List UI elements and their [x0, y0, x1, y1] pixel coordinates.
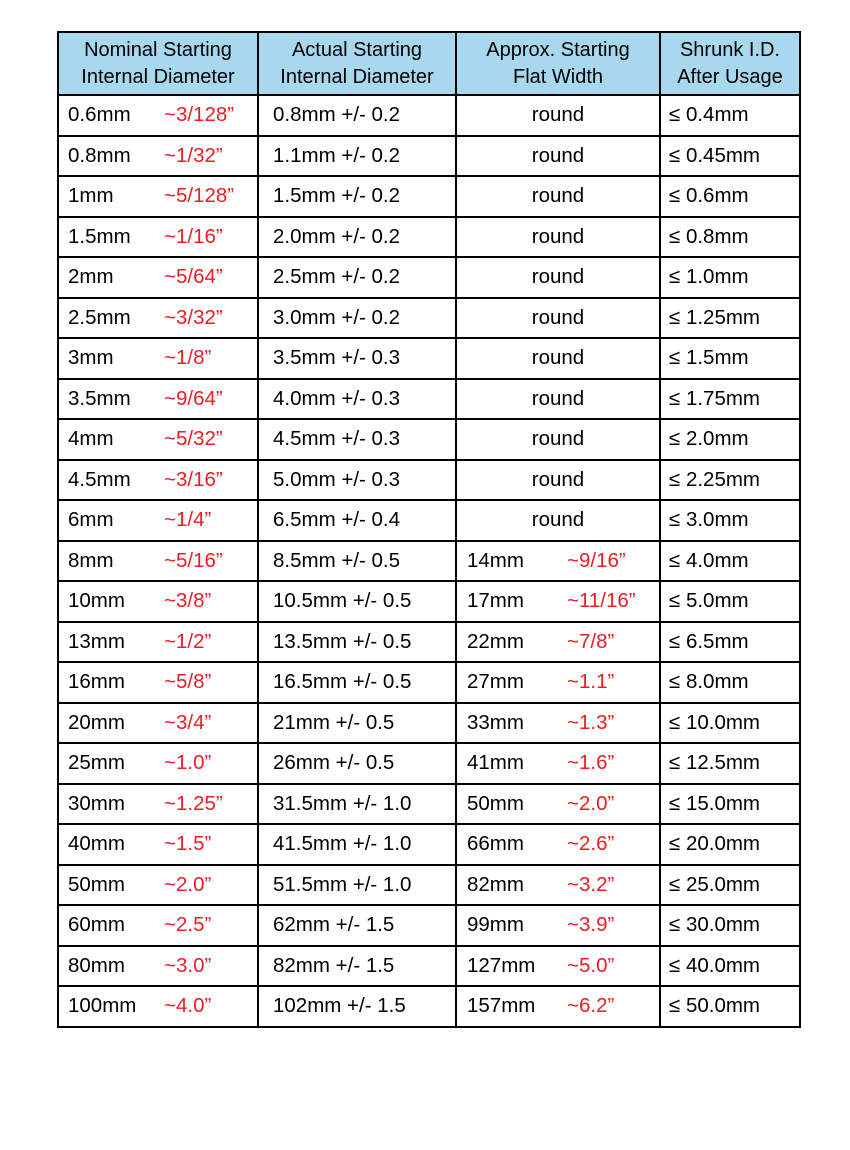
nominal-id-inch: ~2.5”	[164, 913, 212, 937]
shrunk-id-cell: ≤ 12.5mm	[660, 743, 800, 784]
shrunk-id-cell: ≤ 1.0mm	[660, 257, 800, 298]
nominal-id-mm: 20mm	[68, 710, 125, 734]
nominal-id-mm: 0.6mm	[68, 103, 131, 127]
table-row	[58, 217, 800, 258]
nominal-id-mm: 60mm	[68, 913, 125, 937]
nominal-id-inch: ~1.25”	[164, 791, 223, 815]
header-line: Actual Starting	[291, 38, 423, 61]
shrunk-id-cell: ≤ 3.0mm	[660, 500, 800, 541]
flat-width-cell: round	[456, 257, 660, 298]
nominal-id-cell	[58, 824, 258, 865]
nominal-id-cell	[58, 905, 258, 946]
table-row	[58, 298, 800, 339]
flat-width-cell: round	[456, 379, 660, 420]
nominal-id-inch: ~1/4”	[164, 508, 212, 532]
table-row	[58, 460, 800, 501]
flat-width-cell: round	[456, 95, 660, 136]
flat-width-cell: round	[456, 500, 660, 541]
nominal-id-inch: ~2.0”	[164, 872, 212, 896]
header-line: Shrunk I.D.	[679, 38, 781, 61]
shrunk-id-cell: ≤ 1.25mm	[660, 298, 800, 339]
nominal-id-cell	[58, 622, 258, 663]
flat-width-inch: ~1.6”	[567, 751, 615, 775]
nominal-id-cell	[58, 379, 258, 420]
nominal-id-cell	[58, 136, 258, 177]
header-row	[58, 32, 800, 95]
flat-width-inch: ~9/16”	[567, 548, 626, 572]
table-row	[58, 784, 800, 825]
actual-id-cell: 16.5mm +/- 0.5	[258, 662, 456, 703]
flat-width-cell: round	[456, 419, 660, 460]
actual-id-cell: 62mm +/- 1.5	[258, 905, 456, 946]
flat-width-cell: round	[456, 460, 660, 501]
nominal-id-inch: ~3/16”	[164, 467, 223, 491]
flat-width-mm: 22mm	[467, 629, 524, 653]
table-row	[58, 824, 800, 865]
nominal-id-mm: 100mm	[68, 994, 137, 1018]
flat-width-cell	[456, 784, 660, 825]
table-row	[58, 703, 800, 744]
shrunk-id-cell: ≤ 8.0mm	[660, 662, 800, 703]
nominal-id-mm: 1.5mm	[68, 224, 131, 248]
actual-id-cell: 5.0mm +/- 0.3	[258, 460, 456, 501]
nominal-id-cell	[58, 257, 258, 298]
table-row	[58, 419, 800, 460]
nominal-id-cell	[58, 784, 258, 825]
nominal-id-inch: ~3/32”	[164, 305, 223, 329]
nominal-id-inch: ~5/32”	[164, 427, 223, 451]
flat-width-cell	[456, 541, 660, 582]
nominal-id-inch: ~5/8”	[164, 670, 212, 694]
table-row	[58, 662, 800, 703]
table-row	[58, 379, 800, 420]
nominal-id-cell	[58, 986, 258, 1027]
nominal-id-inch: ~9/64”	[164, 386, 223, 410]
tubing-size-table	[57, 31, 801, 1028]
flat-width-mm: 99mm	[467, 913, 524, 937]
nominal-id-inch: ~1.0”	[164, 751, 212, 775]
nominal-id-mm: 25mm	[68, 751, 125, 775]
nominal-id-inch: ~3/8”	[164, 589, 212, 613]
flat-width-mm: 127mm	[467, 953, 536, 977]
shrunk-id-cell: ≤ 20.0mm	[660, 824, 800, 865]
nominal-id-mm: 2.5mm	[68, 305, 131, 329]
shrunk-id-cell: ≤ 50.0mm	[660, 986, 800, 1027]
nominal-id-cell	[58, 541, 258, 582]
table-row	[58, 986, 800, 1027]
flat-width-cell: round	[456, 176, 660, 217]
flat-width-mm: 82mm	[467, 872, 524, 896]
table-row	[58, 95, 800, 136]
table-row	[58, 581, 800, 622]
table-row	[58, 946, 800, 987]
nominal-id-cell	[58, 338, 258, 379]
table-row	[58, 905, 800, 946]
shrunk-id-cell: ≤ 0.8mm	[660, 217, 800, 258]
flat-width-cell: round	[456, 298, 660, 339]
shrunk-id-cell: ≤ 2.0mm	[660, 419, 800, 460]
flat-width-cell	[456, 986, 660, 1027]
nominal-id-mm: 3.5mm	[68, 386, 131, 410]
actual-id-cell: 26mm +/- 0.5	[258, 743, 456, 784]
table-row	[58, 865, 800, 906]
actual-id-cell: 3.5mm +/- 0.3	[258, 338, 456, 379]
actual-id-cell: 1.1mm +/- 0.2	[258, 136, 456, 177]
header-line: Flat Width	[512, 65, 604, 88]
shrunk-id-cell: ≤ 25.0mm	[660, 865, 800, 906]
shrunk-id-cell: ≤ 5.0mm	[660, 581, 800, 622]
nominal-id-inch: ~5/64”	[164, 265, 223, 289]
actual-id-cell: 6.5mm +/- 0.4	[258, 500, 456, 541]
shrunk-id-cell: ≤ 10.0mm	[660, 703, 800, 744]
nominal-id-mm: 80mm	[68, 953, 125, 977]
shrunk-id-cell: ≤ 1.75mm	[660, 379, 800, 420]
nominal-id-mm: 13mm	[68, 629, 125, 653]
table-row	[58, 622, 800, 663]
flat-width-inch: ~2.6”	[567, 832, 615, 856]
nominal-id-inch: ~1/8”	[164, 346, 212, 370]
nominal-id-inch: ~1.5”	[164, 832, 212, 856]
header-line: After Usage	[677, 65, 783, 88]
nominal-id-inch: ~3/4”	[164, 710, 212, 734]
flat-width-inch: ~6.2”	[567, 994, 615, 1018]
actual-id-cell: 10.5mm +/- 0.5	[258, 581, 456, 622]
actual-id-cell: 102mm +/- 1.5	[258, 986, 456, 1027]
shrunk-id-cell: ≤ 15.0mm	[660, 784, 800, 825]
actual-id-cell: 82mm +/- 1.5	[258, 946, 456, 987]
header-line: Nominal Starting	[84, 38, 232, 61]
flat-width-mm: 27mm	[467, 670, 524, 694]
nominal-id-mm: 8mm	[68, 548, 114, 572]
nominal-id-inch: ~1/32”	[164, 143, 223, 167]
flat-width-mm: 66mm	[467, 832, 524, 856]
flat-width-mm: 17mm	[467, 589, 524, 613]
nominal-id-mm: 0.8mm	[68, 143, 131, 167]
actual-id-cell: 4.5mm +/- 0.3	[258, 419, 456, 460]
actual-id-cell: 31.5mm +/- 1.0	[258, 784, 456, 825]
flat-width-cell	[456, 865, 660, 906]
flat-width-inch: ~1.3”	[567, 710, 615, 734]
actual-id-cell: 2.0mm +/- 0.2	[258, 217, 456, 258]
nominal-id-cell	[58, 703, 258, 744]
table-row	[58, 257, 800, 298]
actual-id-cell: 8.5mm +/- 0.5	[258, 541, 456, 582]
nominal-id-inch: ~3/128”	[164, 103, 235, 127]
flat-width-inch: ~7/8”	[567, 629, 615, 653]
flat-width-cell	[456, 581, 660, 622]
nominal-id-mm: 10mm	[68, 589, 125, 613]
nominal-id-mm: 30mm	[68, 791, 125, 815]
header-flat-width	[456, 32, 660, 95]
shrunk-id-cell: ≤ 2.25mm	[660, 460, 800, 501]
actual-id-cell: 21mm +/- 0.5	[258, 703, 456, 744]
nominal-id-inch: ~4.0”	[164, 994, 212, 1018]
flat-width-cell	[456, 905, 660, 946]
flat-width-inch: ~2.0”	[567, 791, 615, 815]
header-line: Internal Diameter	[280, 65, 434, 88]
nominal-id-cell	[58, 581, 258, 622]
flat-width-cell: round	[456, 338, 660, 379]
flat-width-inch: ~1.1”	[567, 670, 615, 694]
nominal-id-cell	[58, 217, 258, 258]
flat-width-inch: ~3.9”	[567, 913, 615, 937]
shrunk-id-cell: ≤ 0.45mm	[660, 136, 800, 177]
flat-width-cell	[456, 946, 660, 987]
flat-width-mm: 50mm	[467, 791, 524, 815]
table-row	[58, 176, 800, 217]
actual-id-cell: 41.5mm +/- 1.0	[258, 824, 456, 865]
nominal-id-inch: ~1/2”	[164, 629, 212, 653]
actual-id-cell: 13.5mm +/- 0.5	[258, 622, 456, 663]
flat-width-mm: 14mm	[467, 548, 524, 572]
nominal-id-inch: ~5/128”	[164, 184, 235, 208]
flat-width-cell: round	[456, 217, 660, 258]
nominal-id-mm: 2mm	[68, 265, 114, 289]
flat-width-cell	[456, 824, 660, 865]
nominal-id-cell	[58, 95, 258, 136]
shrunk-id-cell: ≤ 30.0mm	[660, 905, 800, 946]
nominal-id-cell	[58, 743, 258, 784]
nominal-id-cell	[58, 298, 258, 339]
actual-id-cell: 1.5mm +/- 0.2	[258, 176, 456, 217]
nominal-id-mm: 3mm	[68, 346, 114, 370]
flat-width-cell	[456, 743, 660, 784]
flat-width-mm: 41mm	[467, 751, 524, 775]
actual-id-cell: 2.5mm +/- 0.2	[258, 257, 456, 298]
header-shrunk-id	[660, 32, 800, 95]
flat-width-mm: 33mm	[467, 710, 524, 734]
header-actual-id	[258, 32, 456, 95]
nominal-id-mm: 40mm	[68, 832, 125, 856]
nominal-id-mm: 50mm	[68, 872, 125, 896]
nominal-id-inch: ~5/16”	[164, 548, 223, 572]
flat-width-inch: ~5.0”	[567, 953, 615, 977]
nominal-id-mm: 4mm	[68, 427, 114, 451]
flat-width-mm: 157mm	[467, 994, 536, 1018]
nominal-id-cell	[58, 176, 258, 217]
header-line: Internal Diameter	[81, 65, 235, 88]
flat-width-cell: round	[456, 136, 660, 177]
flat-width-cell	[456, 662, 660, 703]
actual-id-cell: 51.5mm +/- 1.0	[258, 865, 456, 906]
table-row	[58, 541, 800, 582]
header-nominal-id	[58, 32, 258, 95]
shrunk-id-cell: ≤ 6.5mm	[660, 622, 800, 663]
table-row	[58, 136, 800, 177]
nominal-id-cell	[58, 662, 258, 703]
flat-width-inch: ~11/16”	[567, 589, 636, 613]
nominal-id-inch: ~3.0”	[164, 953, 212, 977]
flat-width-inch: ~3.2”	[567, 872, 615, 896]
header-line: Approx. Starting	[486, 38, 630, 61]
nominal-id-cell	[58, 419, 258, 460]
shrunk-id-cell: ≤ 0.6mm	[660, 176, 800, 217]
nominal-id-cell	[58, 500, 258, 541]
nominal-id-mm: 1mm	[68, 184, 114, 208]
shrunk-id-cell: ≤ 40.0mm	[660, 946, 800, 987]
nominal-id-inch: ~1/16”	[164, 224, 223, 248]
shrunk-id-cell: ≤ 0.4mm	[660, 95, 800, 136]
shrunk-id-cell: ≤ 4.0mm	[660, 541, 800, 582]
nominal-id-mm: 6mm	[68, 508, 114, 532]
table-row	[58, 500, 800, 541]
flat-width-cell	[456, 703, 660, 744]
shrunk-id-cell: ≤ 1.5mm	[660, 338, 800, 379]
actual-id-cell: 3.0mm +/- 0.2	[258, 298, 456, 339]
table-row	[58, 338, 800, 379]
nominal-id-cell	[58, 460, 258, 501]
flat-width-cell	[456, 622, 660, 663]
nominal-id-cell	[58, 865, 258, 906]
nominal-id-cell	[58, 946, 258, 987]
nominal-id-mm: 16mm	[68, 670, 125, 694]
actual-id-cell: 0.8mm +/- 0.2	[258, 95, 456, 136]
actual-id-cell: 4.0mm +/- 0.3	[258, 379, 456, 420]
nominal-id-mm: 4.5mm	[68, 467, 131, 491]
table-row	[58, 743, 800, 784]
